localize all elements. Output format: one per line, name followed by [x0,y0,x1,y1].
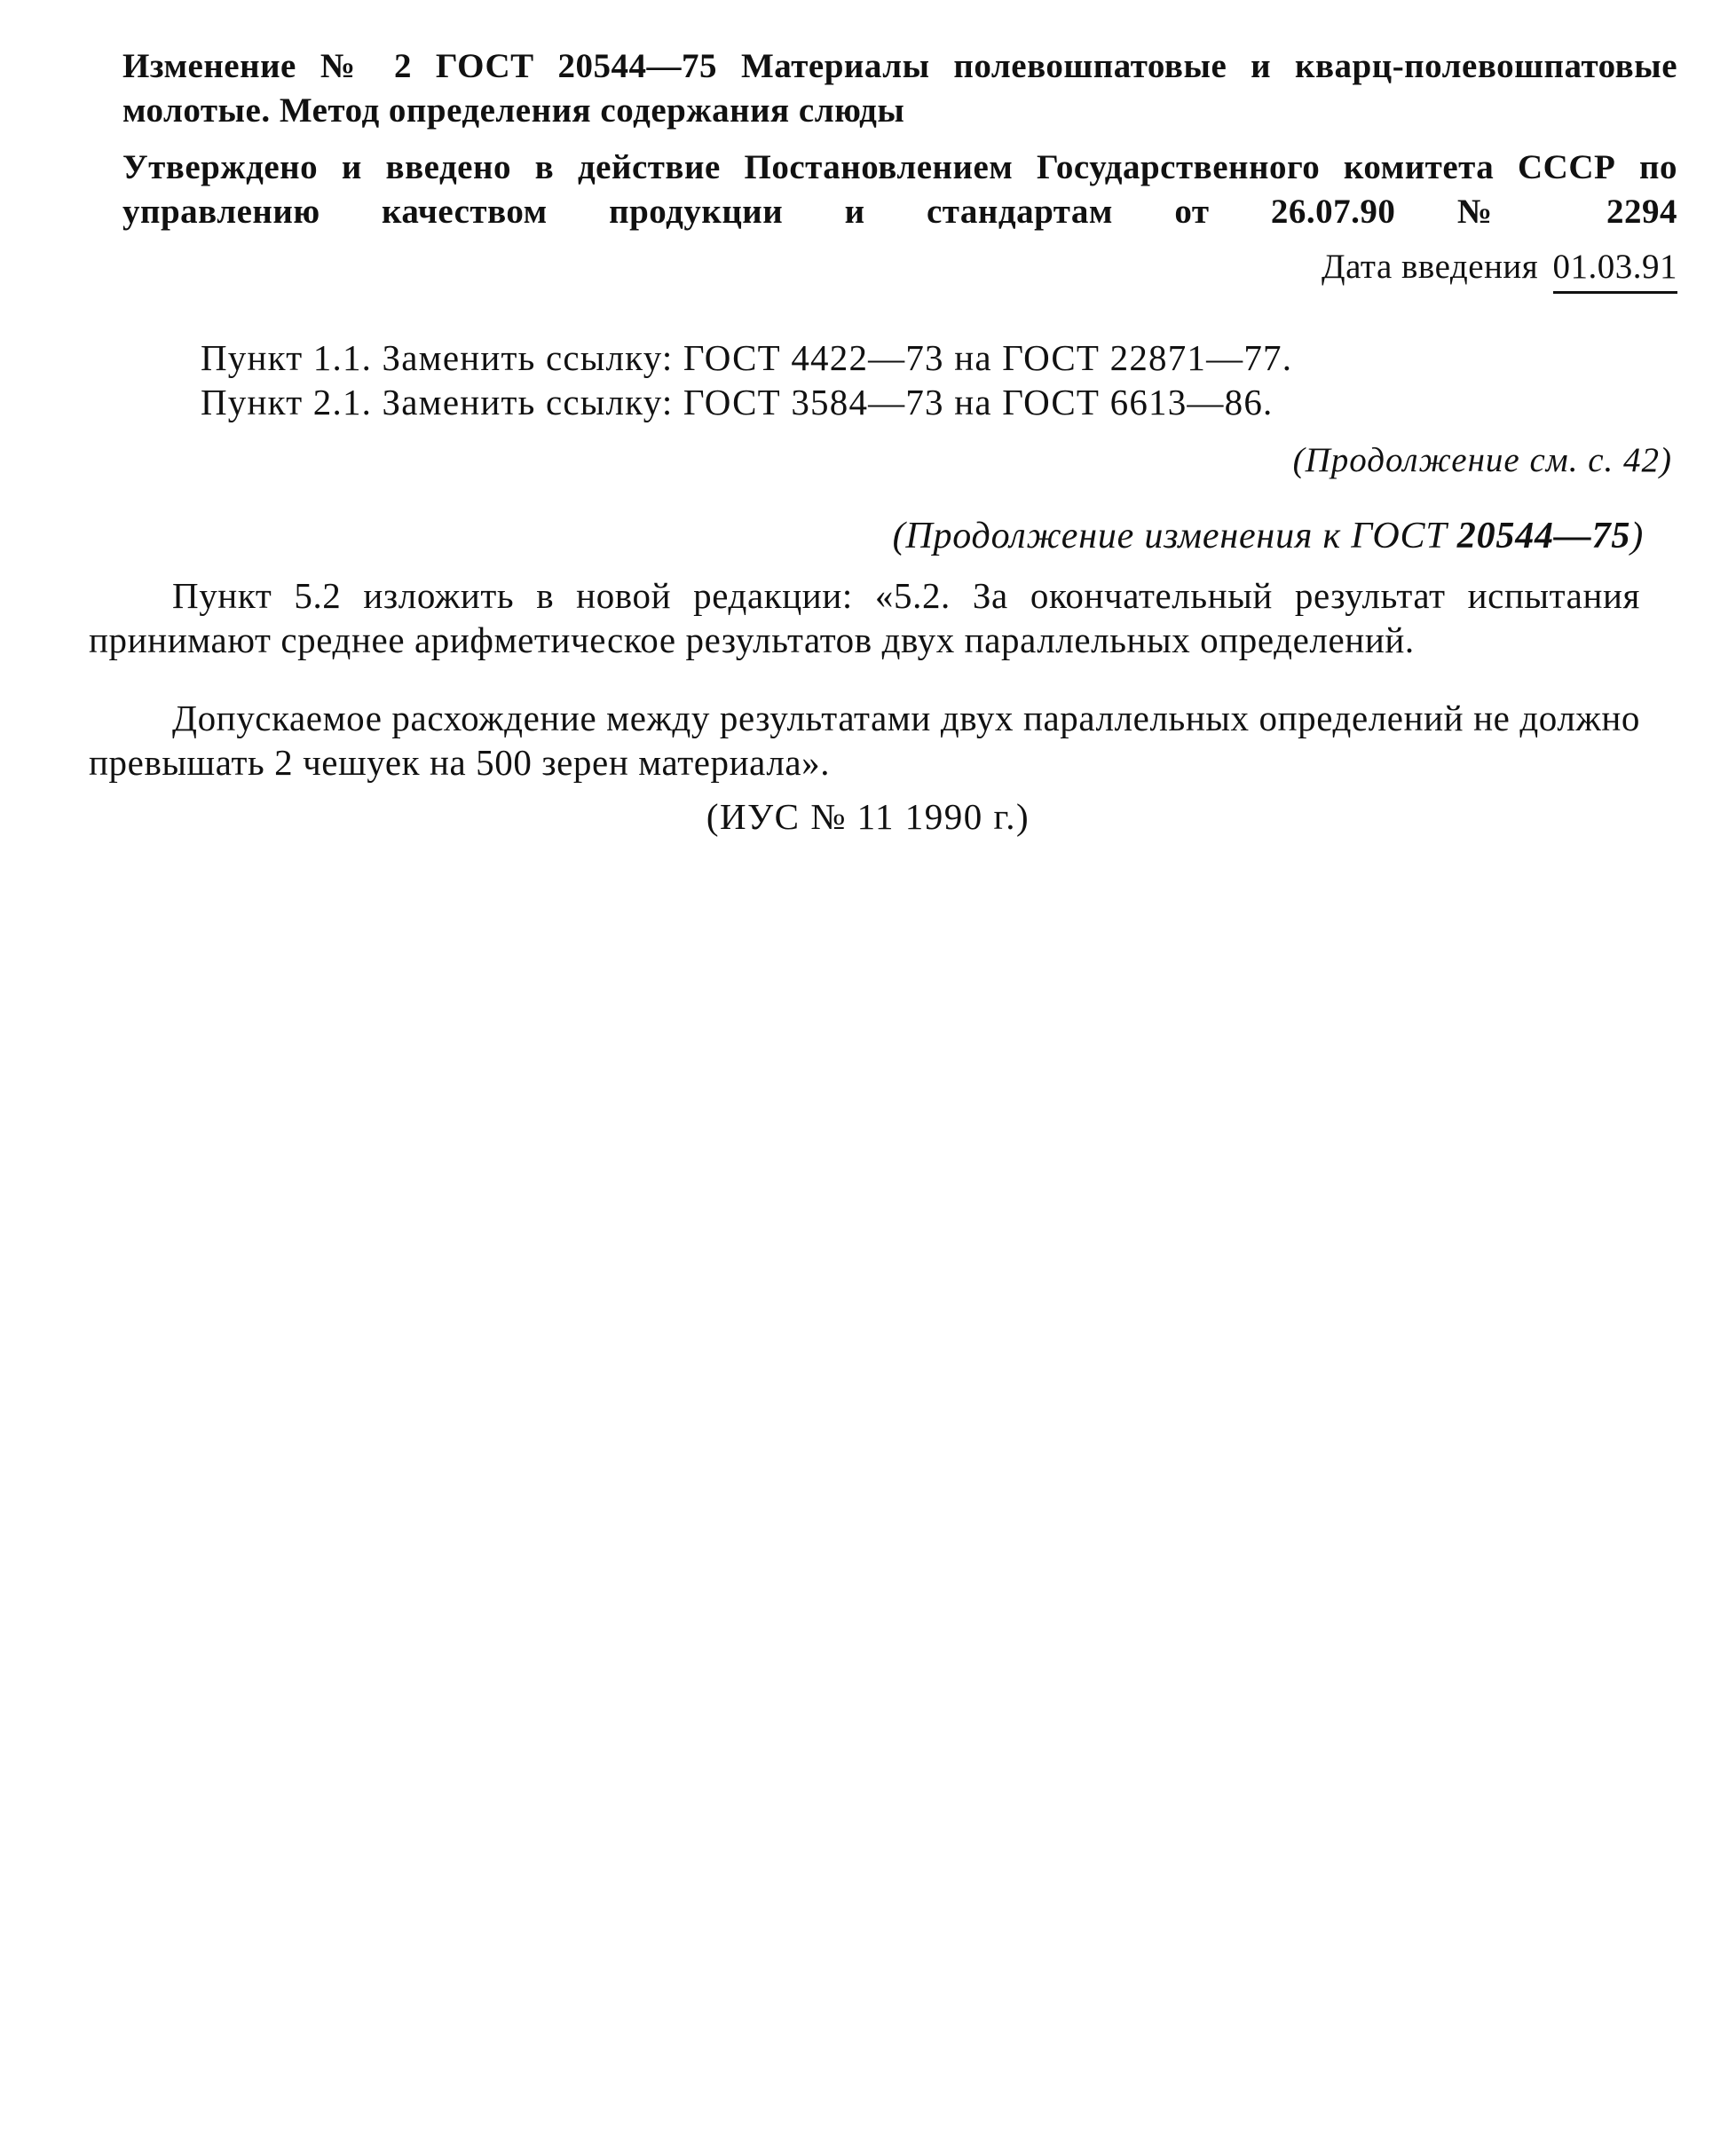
effective-date-value: 01.03.91 [1553,245,1678,294]
amendment-item: Пункт 2.1. Заменить ссылку: ГОСТ 3584—73 на ГОСТ 6613—86. [201,382,1274,422]
effective-date-label: Дата введения [1322,248,1539,286]
continuation-heading-prefix: (Продолжение изменения к ГОСТ [892,516,1457,556]
source-reference: (ИУС № 11 1990 г.) [706,796,1030,837]
continuation-heading-suffix: ) [1630,516,1644,556]
effective-date-line [1322,245,1677,294]
body-paragraph: Пункт 5.2 изложить в новой редакции: «5.2. За окончательный результат испытания принимают среднее арифметическое результатов двух параллельных определений. [89,575,1640,660]
approval-statement: Утверждено и введено в действие Постановлением Государственного комитета СССР по управлению качеством продукции и стандартам от 26.07.90 № 2294 [122,148,1677,231]
body-paragraph: Допускаемое расхождение между результатами двух параллельных определений не должно превышать 2 чешуек на 500 зерен материала». [89,698,1640,783]
continuation-heading [893,513,1644,559]
amendment-item: Пункт 1.1. Заменить ссылку: ГОСТ 4422—73 на ГОСТ 22871—77. [201,337,1293,378]
continuation-note: (Продолжение см. с. 42) [1292,441,1672,479]
amendment-items [201,335,1567,424]
amendment-title: Изменение № 2 ГОСТ 20544—75 Материалы полевошпатовые и кварц-полевошпатовые молотые. Метод определения содержания слюды [122,47,1677,130]
continuation-heading-number: 20544—75 [1456,516,1631,556]
